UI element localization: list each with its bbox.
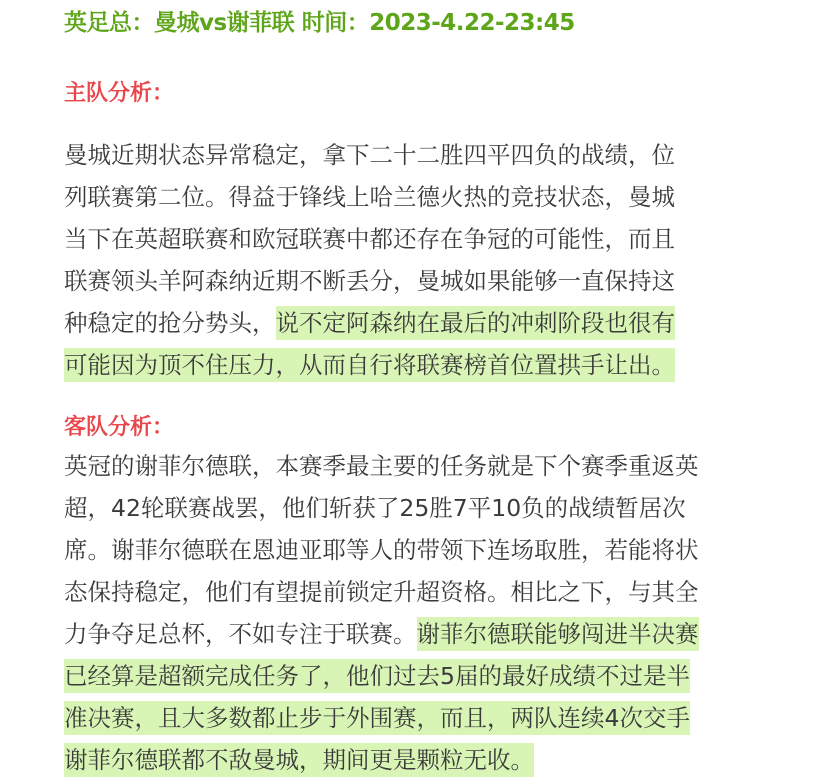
away-analysis-paragraph [64,445,764,781]
text-segment: 当下在英超联赛和欧冠联赛中都还存在争冠的可能性，而且 [64,225,675,253]
text-segment: 列联赛第二位。得益于锋线上哈兰德火热的竞技状态，曼城 [64,183,675,211]
text-segment: 力争夺足总杯，不如专注于联赛。 [64,620,417,648]
text-line [64,613,764,655]
text-segment: 曼城近期状态异常稳定，拿下二十二胜四平四负的战绩，位 [64,141,675,169]
text-segment: 席。谢菲尔德联在恩迪亚耶等人的带领下连场取胜，若能将状 [64,536,699,564]
text-line [64,571,764,613]
text-line [64,655,764,697]
highlighted-text: 说不定阿森纳在最后的冲刺阶段也很有 [276,306,676,340]
home-analysis-heading: 主队分析： [64,81,175,106]
text-line [64,739,764,781]
highlighted-text: 谢菲尔德联都不敌曼城，期间更是颗粒无收。 [64,743,534,777]
highlighted-text: 谢菲尔德联能够闯进半决赛 [417,617,699,651]
home-analysis-paragraph [64,134,764,386]
text-segment: 联赛领头羊阿森纳近期不断丢分，曼城如果能够一直保持这 [64,267,675,295]
text-line [64,344,764,386]
text-segment: 种稳定的抢分势头， [64,309,276,337]
text-line [64,218,764,260]
text-line [64,445,764,487]
away-analysis-heading: 客队分析： [64,415,175,440]
text-line [64,302,764,344]
text-line [64,260,764,302]
article-title: 英足总：曼城vs谢菲联 时间：2023-4.22-23:45 [64,10,575,36]
text-segment: 英冠的谢菲尔德联，本赛季最主要的任务就是下个赛季重返英 [64,452,699,480]
text-line [64,134,764,176]
highlighted-text: 准决赛，且大多数都止步于外围赛，而且，两队连续4次交手 [64,701,690,735]
text-line [64,697,764,739]
text-line [64,176,764,218]
text-line [64,529,764,571]
highlighted-text: 已经算是超额完成任务了，他们过去5届的最好成绩不过是半 [64,659,690,693]
text-segment: 态保持稳定，他们有望提前锁定升超资格。相比之下，与其全 [64,578,699,606]
text-line [64,487,764,529]
text-segment: 超，42轮联赛战罢，他们斩获了25胜7平10负的战绩暂居次 [64,494,686,522]
highlighted-text: 可能因为顶不住压力，从而自行将联赛榜首位置拱手让出。 [64,348,675,382]
